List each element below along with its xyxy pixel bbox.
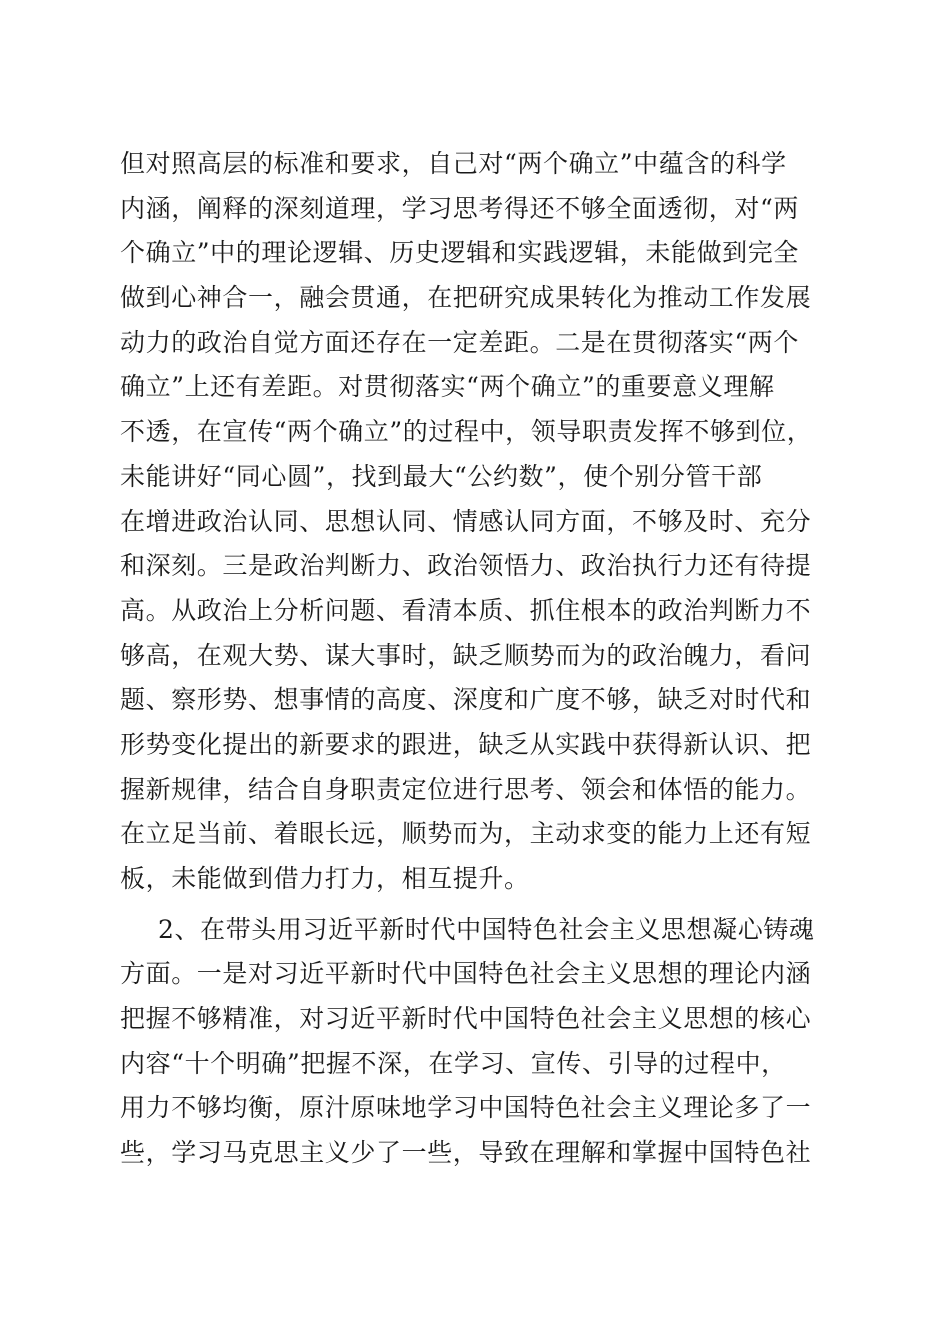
- text-line: 个确立”中的理论逻辑、历史逻辑和实践逻辑，未能做到完全: [120, 238, 799, 268]
- text-line: 够高，在观大势、谋大事时，缺乏顺势而为的政治魄力，看问: [120, 640, 812, 670]
- text-line: 把握不够精准，对习近平新时代中国特色社会主义思想的核心: [120, 1004, 812, 1034]
- paragraph-2: [120, 908, 832, 1176]
- text-line: 形势变化提出的新要求的跟进，缺乏从实践中获得新认识、把: [120, 729, 812, 759]
- text-line: 板，未能做到借力打力，相互提升。: [120, 864, 530, 893]
- paragraph-1: [120, 142, 832, 902]
- body-text: [120, 142, 832, 1176]
- text-line: 未能讲好“同心圆”，找到最大“公约数”，使个别分管干部: [120, 461, 763, 491]
- text-line: 但对照高层的标准和要求，自己对“两个确立”中蕴含的科学: [120, 149, 787, 178]
- text-line: 内容“十个明确”把握不深，在学习、宣传、引导的过程中，: [120, 1048, 787, 1078]
- text-line: 内涵，阐释的深刻道理，学习思考得还不够全面透彻，对“两: [120, 193, 799, 223]
- text-line: 和深刻。三是政治判断力、政治领悟力、政治执行力还有待提: [120, 551, 812, 581]
- text-line: 在增进政治认同、思想认同、情感认同方面，不够及时、充分: [120, 506, 812, 536]
- text-line: 题、察形势、想事情的高度、深度和广度不够，缺乏对时代和: [120, 685, 812, 715]
- text-line: 握新规律，结合自身职责定位进行思考、领会和体悟的能力。: [120, 774, 812, 804]
- text-line: 在立足当前、着眼长远，顺势而为，主动求变的能力上还有短: [120, 819, 812, 849]
- text-line-indented: 2、在带头用习近平新时代中国特色社会主义思想凝心铸魂: [158, 914, 815, 944]
- text-line: 做到心神合一，融会贯通，在把研究成果转化为推动工作发展: [120, 283, 812, 313]
- text-line: 些，学习马克思主义少了一些，导致在理解和掌握中国特色社: [120, 1138, 812, 1168]
- text-line: 不透，在宣传“两个确立”的过程中，领导职责发挥不够到位，: [120, 417, 813, 447]
- text-line: 用力不够均衡，原汁原味地学习中国特色社会主义理论多了一: [120, 1093, 812, 1123]
- text-line: 动力的政治自觉方面还存在一定差距。二是在贯彻落实“两个: [120, 327, 799, 357]
- text-line: 确立”上还有差距。对贯彻落实“两个确立”的重要意义理解: [120, 372, 775, 402]
- text-line: 方面。一是对习近平新时代中国特色社会主义思想的理论内涵: [120, 959, 812, 989]
- text-line: 高。从政治上分析问题、看清本质、抓住根本的政治判断力不: [120, 595, 812, 625]
